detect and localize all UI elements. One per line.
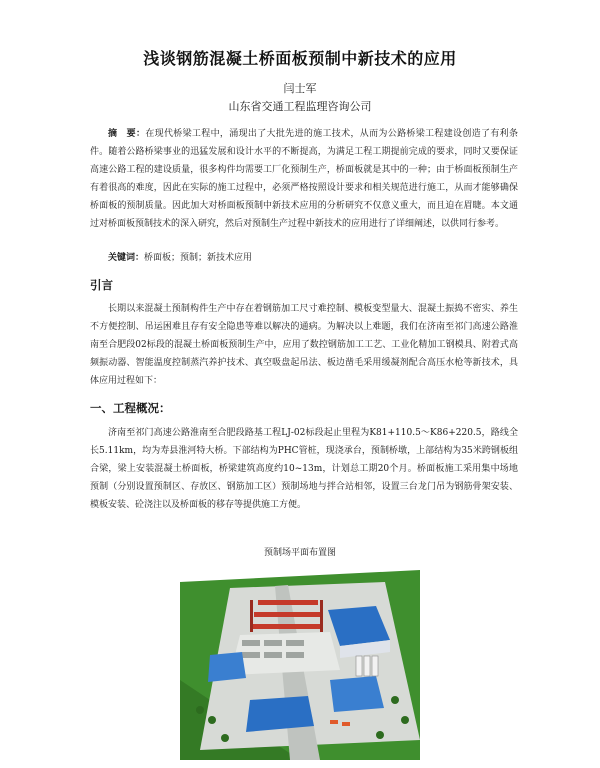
keywords-label: 关键词：: [108, 253, 145, 263]
abstract: [90, 125, 518, 233]
paper-title: 浅谈钢筋混凝土桥面板预制中新技术的应用: [143, 49, 457, 68]
abstract-text: 在现代桥梁工程中，涌现出了大批先进的施工技术，从而为公路桥梁工程建设创造了有利条件。随着公路桥梁事业的迅猛发展和设计水平的不断提高，为满足工程工期提前完成的要求，同时又要保证高速公路工程的建设质量，很多构件均需要工厂化预制生产，桥面板就是其中的一种；由于桥面板预制生产有着很高的难度，因此在实际的施工过程中，必须严格按照设计要求和相关规范进行施工，从而才能够确保桥面板的预制质量。因此加大对桥面板预制中新技术应用的分析研究不仅意义重大，而且迫在眉睫。本文通过对桥面板预制技术的深入研究，然后对预制生产过程中新技术的应用进行了详细阐述，以供同行参考。: [90, 129, 518, 229]
shed-roof-right: [330, 676, 384, 712]
keywords-text: 桥面板；预制；新技术应用: [144, 253, 253, 263]
overview-paragraph: 济南至祁门高速公路淮南至合肥段路基工程LJ-02标段起止里程为K81+110.5～K86+220.5，路线全长5.11km，均为寿县淮河特大桥。下部结构为PHC管桩，现浇承台，预制桥墩，上部结构为35米跨钢板组合梁，梁上安装混凝土桥面板，桥梁建筑高度约10~13m，计划总工期20个月。桥面板施工采用集中场地预制（分别设置预制区、存放区、钢筋加工区）预制场地与拌合站相邻，设置三台龙门吊为钢筋骨架安装、模板安装、砼浇注以及桥面板的移存等提供施工方便。: [90, 428, 518, 510]
storage-silos: [356, 656, 378, 676]
site-layout-illustration: [180, 560, 420, 760]
shed-roof-left: [208, 652, 246, 682]
crane-leg-right: [320, 600, 323, 632]
author-organization: 山东省交通工程监理咨询公司: [228, 100, 372, 113]
crane-3: [250, 624, 322, 629]
shed-roof-bottom: [246, 696, 314, 732]
section-heading-intro: 引言: [90, 278, 113, 292]
section-heading-overview: 一、工程概况：: [90, 401, 171, 415]
figure-caption: 预制场平面布置图: [263, 548, 336, 558]
author-name: 闫士军: [283, 82, 317, 95]
crane-leg-left: [250, 600, 253, 632]
intro-paragraph: 长期以来混凝土预制构件生产中存在着钢筋加工尺寸难控制、模板变型量大、混凝土振捣不密实、养生不方便控制、吊运困难且存有安全隐患等难以解决的通病。为解决以上难题，我们在济南至祁门高速公路淮南至合肥段02标段的混凝土桥面板预制生产中，应用了数控钢筋加工工艺、工业化精加工钢模具、附着式高频振动器、智能温度控制蒸汽养护技术、真空吸盘起吊法、板边凿毛采用缓凝剂配合高压水枪等新技术，具体应用过程如下：: [90, 304, 518, 386]
site-layout-figure: [180, 560, 420, 760]
crane-2: [254, 612, 320, 617]
crane-1: [258, 600, 318, 605]
keywords: [108, 251, 528, 265]
abstract-label: 摘 要：: [108, 129, 146, 139]
